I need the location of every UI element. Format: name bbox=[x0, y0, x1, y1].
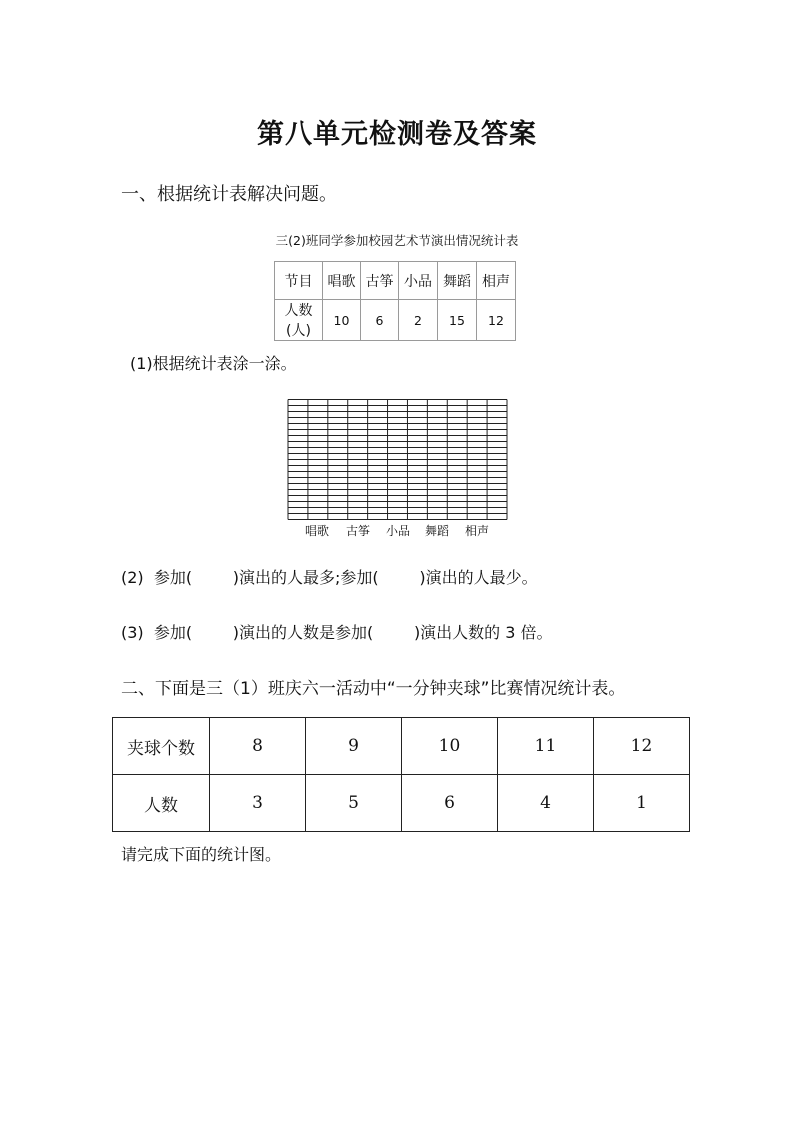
question-3: (3) 参加( )演出的人数是参加( )演出人数的 3 倍。 bbox=[121, 623, 553, 642]
people-count-cell: 3 bbox=[210, 775, 306, 832]
value-cell-guzheng: 6 bbox=[361, 300, 399, 341]
table-header-row bbox=[275, 262, 516, 300]
header-cell-dance: 舞蹈 bbox=[438, 262, 477, 300]
grid-label-crosstalk: 相声 bbox=[465, 524, 490, 538]
art-festival-table bbox=[274, 261, 516, 341]
table-1-caption: 三(2)班同学参加校园艺术节演出情况统计表 bbox=[275, 233, 519, 248]
header-cell-crosstalk: 相声 bbox=[477, 262, 516, 300]
people-count-cell: 5 bbox=[306, 775, 402, 832]
ball-count-cell: 8 bbox=[210, 718, 306, 775]
section-1-heading: 一、根据统计表解决问题。 bbox=[121, 184, 337, 205]
value-cell-skit: 2 bbox=[399, 300, 438, 341]
section-2-heading: 二、下面是三（1）班庆六一活动中“一分钟夹球”比赛情况统计表。 bbox=[121, 679, 626, 699]
people-count-cell: 6 bbox=[402, 775, 498, 832]
ball-count-cell: 9 bbox=[306, 718, 402, 775]
header-cell-skit: 小品 bbox=[399, 262, 438, 300]
question-2: (2) 参加( )演出的人最多;参加( )演出的人最少。 bbox=[121, 568, 538, 587]
ball-count-cell: 12 bbox=[594, 718, 690, 775]
table-value-row bbox=[275, 300, 516, 341]
value-cell-dance: 15 bbox=[438, 300, 477, 341]
header-label-cell: 节目 bbox=[275, 262, 323, 300]
value-cell-singing: 10 bbox=[323, 300, 361, 341]
instruction-text: 请完成下面的统计图。 bbox=[121, 845, 282, 864]
question-1: (1)根据统计表涂一涂。 bbox=[130, 354, 297, 373]
page-title: 第八单元检测卷及答案 bbox=[257, 119, 537, 150]
ball-clip-table bbox=[112, 717, 690, 832]
ball-count-cell: 11 bbox=[498, 718, 594, 775]
table-row bbox=[113, 718, 690, 775]
row-label-ball-count: 夹球个数 bbox=[113, 718, 210, 775]
people-count-cell: 4 bbox=[498, 775, 594, 832]
grid-label-skit: 小品 bbox=[386, 524, 411, 538]
row-label-cell: 人数(人) bbox=[275, 300, 323, 341]
ball-count-cell: 10 bbox=[402, 718, 498, 775]
coloring-grid bbox=[287, 399, 509, 521]
grid-label-dance: 舞蹈 bbox=[425, 524, 450, 538]
table-row bbox=[113, 775, 690, 832]
grid-label-singing: 唱歌 bbox=[305, 524, 330, 538]
people-count-cell: 1 bbox=[594, 775, 690, 832]
row-label-people: 人数 bbox=[113, 775, 210, 832]
header-cell-guzheng: 古筝 bbox=[361, 262, 399, 300]
value-cell-crosstalk: 12 bbox=[477, 300, 516, 341]
header-cell-singing: 唱歌 bbox=[323, 262, 361, 300]
grid-label-guzheng: 古筝 bbox=[346, 524, 371, 538]
